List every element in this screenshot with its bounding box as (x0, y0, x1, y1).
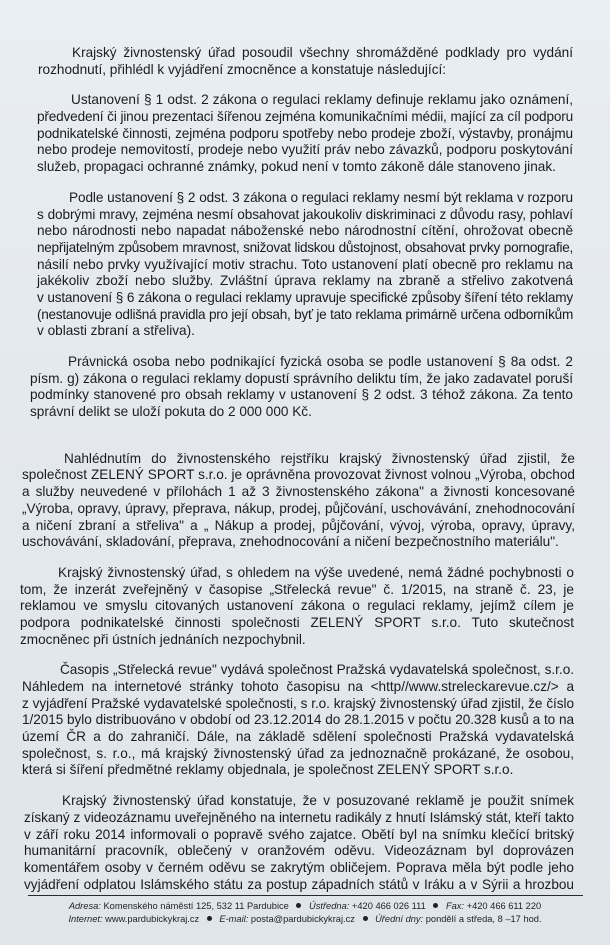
text-line: společnost ZELENÝ SPORT s.r.o. je oprávněna provozovat živnost volnou „Výroba, obchod (22, 467, 575, 483)
text-line: Krajský živnostenský úřad konstatuje, že v posuzované reklamě je použit snímek (62, 793, 574, 809)
text-line: Náhledem na internetové stránky tohoto časopisu na <http//www.streleckarevue.cz/> a (22, 679, 574, 694)
text-line: nebo národnosti nebo napadat náboženské nebo národnostní cítění, ohrožovat obecně (37, 223, 573, 239)
text-line: s dobrými mravy, zejména nesmí obsahovat jakoukoliv diskriminaci z důvodu rasy, pohlaví (37, 206, 573, 222)
address-value: Komenského náměstí 125, 532 11 Pardubice (103, 901, 289, 912)
bullet-icon (296, 903, 301, 908)
text-line: Krajský živnostenský úřad posoudil všechny shromážděné podklady pro vydání (72, 45, 573, 60)
paragraph (20, 565, 574, 648)
bullet-icon (363, 916, 368, 921)
text-line: Právnická osoba nebo podnikající fyzická osoba se podle ustanovení § 8a odst. 2 (68, 354, 573, 369)
text-line: rozhodnutí, přihlédl k vyjádření zmocněnce a konstatuje následující: (38, 61, 447, 77)
text-line: podpora podnikatelské činnosti společnosti ZELENÝ SPORT s.r.o. Tuto skutečnost (20, 614, 574, 630)
paragraph (37, 92, 573, 175)
text-line: území ČR a do zahraničí. Dále, na základě sdělení společnosti Pražská vydavatelská (22, 729, 574, 745)
paragraph (38, 45, 573, 78)
text-line: písm. g) zákona o regulaci reklamy dopustí správního deliktu tím, že jako zadavatel poruší (30, 370, 573, 386)
text-line: nepřijatelným způsobem mravnost, snižovat lidskou důstojnost, obsahovat prvky pornografie, (37, 239, 573, 255)
paragraph (37, 190, 573, 340)
text-line: 1/2015 bylo distribuováno v období od 23.12.2014 do 28.1.2015 v počtu 20.328 kusů a to na (22, 712, 574, 728)
text-line: správní delikt se uloží pokuta do 2 000 000 Kč. (30, 404, 312, 420)
paragraph (22, 662, 574, 779)
text-line: služeb, propagaci ochranné známky, pokud není v tomto zákoně dále stanoveno jinak. (37, 159, 556, 175)
fax-label: Fax: (445, 901, 465, 912)
text-line: podmínky stanovené pro obsah reklamy v ustanovení § 2 odst. 3 téhož zákona. Za tento (30, 387, 573, 403)
paragraph (22, 451, 575, 551)
text-line: komentářem osoby v černém oděvu se zakrytým obličejem. Poprava měla být podle jeho (24, 859, 574, 875)
text-line: v oblasti zbraní a střeliva). (37, 323, 195, 339)
text-line: v září roku 2014 informovali o popravě svého zajatce. Obětí byl na snímku klečící britský (24, 826, 574, 842)
text-line: „Výroba, opravy, úpravy, přeprava, nákup, prodej, půjčování, uschovávání, znehodnocování (22, 500, 575, 516)
text-line: Krajský živnostenský úřad, s ohledem na výše uvedené, nemá žádné pochybnosti o (58, 564, 574, 580)
text-line: Ustanovení § 1 odst. 2 zákona o regulaci reklamy definuje reklamu jako oznámení, (71, 92, 573, 108)
footer-divider (28, 895, 583, 896)
text-line: Podle ustanovení § 2 odst. 3 zákona o regulaci reklamy nesmí být reklama v rozporu (69, 189, 573, 205)
text-line: uschovávání, skladování, přeprava, znehodnocování a ničení bezpečnostního materiálu". (22, 534, 559, 550)
hours-label: Úřední dny: (375, 913, 424, 924)
text-line: která si šíření předmětné reklamy objednala, je společnost ZELENÝ SPORT s.r.o. (22, 762, 514, 778)
paragraph (24, 793, 574, 893)
text-line: v ustanovení § 6 zákona o regulaci reklamy upravuje specifické způsoby šíření této reklamy (37, 289, 573, 305)
text-line: násilí nebo prvky využívající motiv strachu. Toto ustanovení platí obecně pro reklamu na (37, 256, 573, 272)
footer-line-1 (0, 900, 610, 913)
text-line: podnikatelské činnosti, zejména podporu spotřeby nebo prodeje zboží, výstavby, pronájmu (37, 125, 573, 141)
footer-line-2 (0, 913, 610, 926)
text-line: Časopis „Střelecká revue" vydává společnost Pražská vydavatelská společnost, s.r.o. (60, 662, 574, 678)
phone-value: +420 466 026 111 (351, 901, 426, 912)
email-value: posta@pardubickykraj.cz (250, 913, 355, 924)
paragraph (30, 354, 573, 421)
text-line: nebo prodeje nemovitostí, prodeje nebo využití práv nebo závazků, podporu poskytování (37, 142, 573, 158)
text-line: získaný z videozáznamu uveřejněného na internetu radikály z hnutí Islámský stát, kteří takto (24, 809, 574, 825)
document-body (0, 45, 610, 893)
phone-label: Ústředna: (309, 901, 350, 912)
email-label: E-mail: (219, 913, 249, 924)
internet-label: Internet: (68, 913, 103, 924)
text-line: (nestanovuje odlišná pravidla pro její obsah, byť je tato reklama primárně určena odborníkům (37, 306, 573, 322)
text-line: reklamou ve smyslu citovaných ustanovení zákona o regulaci reklamy, jejímž cílem je (20, 598, 574, 614)
text-line: humanitární pracovník, oblečený v oranžovém oděvu. Videozáznam byl doprovázen (24, 843, 574, 859)
bullet-icon (433, 903, 438, 908)
text-line: z vyjádření Pražské vydavatelské společnosti, s r.o. krajský živnostenský úřad zjistil, že číslo (22, 695, 574, 711)
bullet-icon (207, 916, 212, 921)
address-label: Adresa: (68, 901, 101, 912)
hours-value: pondělí a středa, 8 –17 hod. (425, 913, 542, 924)
fax-value: +420 466 611 220 (466, 901, 542, 912)
text-line: předvedení či jinou prezentaci šířenou zejména komunikačními médii, mající za cíl podporu (37, 109, 573, 125)
text-line: vyjádření odplatou Islámského státu za postup západních států v Iráku a v Sýrii a hrozbou (24, 876, 574, 892)
text-line: zmocněnec při ústních jednáních nezpochybnil. (20, 631, 306, 647)
text-line: a služby neuvedené v přílohách 1 až 3 živnostenského zákona" a živnosti koncesované (22, 484, 575, 500)
text-line: jakékoliv zboží nebo služby. Zvláštní úprava reklamy na zbraně a střelivo zakotvená (37, 273, 573, 289)
text-line: Nahlédnutím do živnostenského rejstříku krajský živnostenský úřad zjistil, že (64, 450, 575, 466)
internet-value: www.pardubickykraj.cz (105, 913, 200, 924)
text-line: společnost, s. r.o., má krajský živnostenský úřad za jednoznačně prokázané, že osobou, (22, 745, 574, 761)
text-line: a ničení zbraní a střeliva" a „ Nákup a prodej, půjčování, vývoj, výroba, opravy, úpravy, (22, 517, 575, 533)
text-line: tom, že inzerát zveřejněný v časopise „Střelecká revue" č. 1/2015, na straně č. 23, je (20, 581, 574, 597)
